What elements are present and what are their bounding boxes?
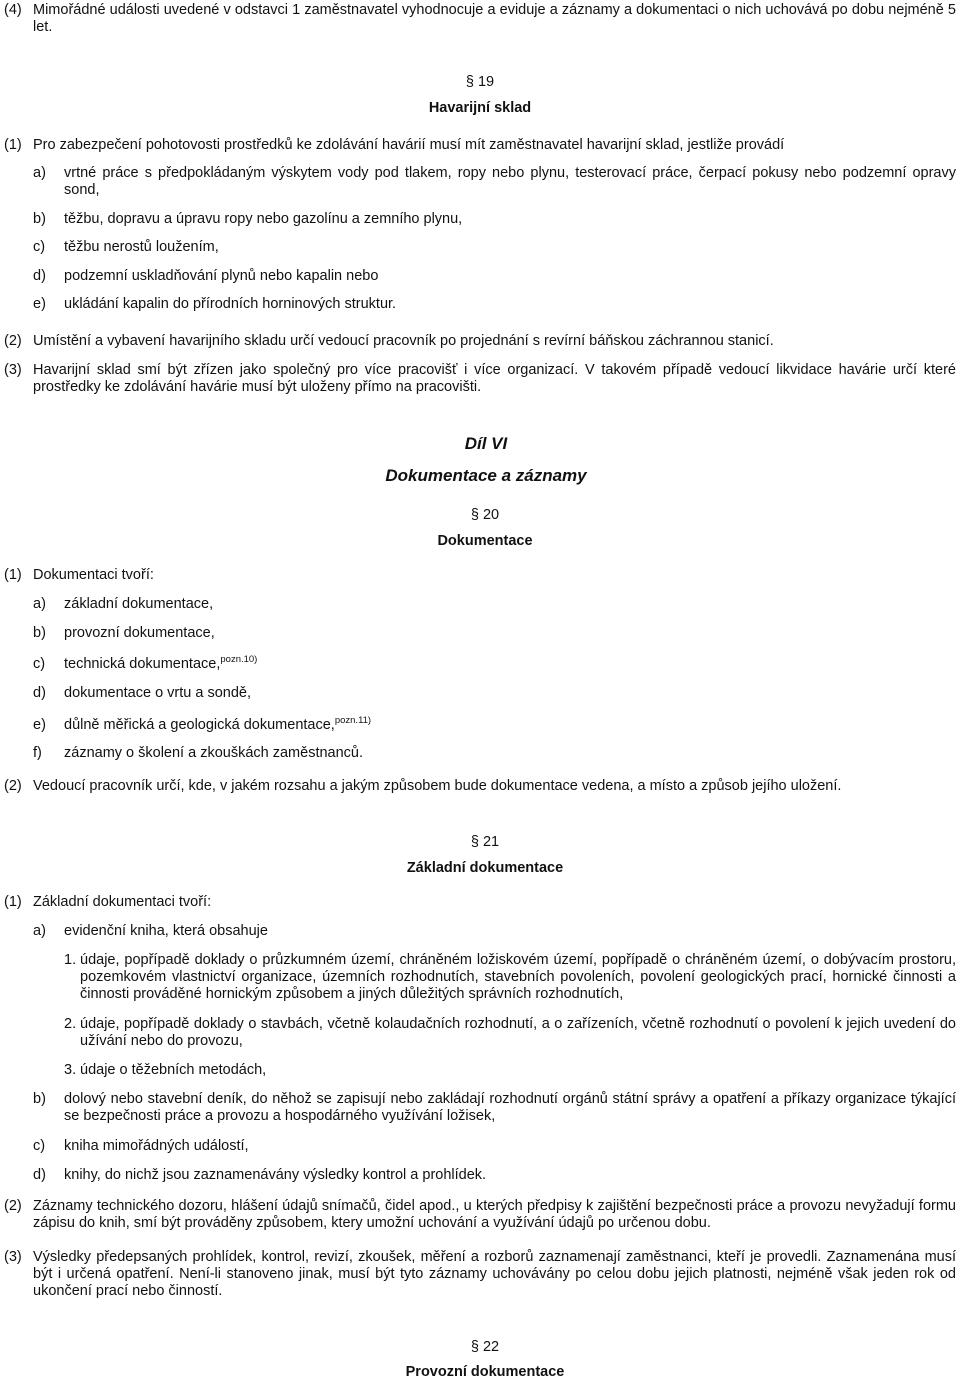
item-label: a) [33, 165, 46, 181]
item-text: dolový nebo stavební deník, do něhož se zapisují nebo zakládají rozhodnutí orgánů státní správy a opatření a příkazy organizace týkající se bezpečnosti práce a provozu a hospodárného využívání ložisek, [64, 1091, 956, 1124]
paragraph-text: Záznamy technického dozoru, hlášení údajů snímačů, čidel apod., u kterých předpisy k zajištění bezpečnosti práce a provozu nevyžadují formu zápisu do knih, smí být prováděny způsobem, ktery umožní uchování a využívání údajů po určenou dobu. [33, 1198, 956, 1231]
footnote-reference: pozn.10) [220, 654, 258, 665]
item-text: dokumentace o vrtu a sondě, [64, 685, 252, 701]
paragraph-4 [4, 2, 956, 36]
s20-item-a [33, 596, 956, 613]
item-text-body: důlně měřická a geologická dokumentace, [64, 717, 335, 733]
s21-paragraph-1 [4, 894, 956, 911]
s21-subitem-3 [64, 1062, 956, 1079]
item-text-body: technická dokumentace, [64, 656, 221, 672]
item-text: kniha mimořádných událostí, [64, 1138, 249, 1154]
item-label: c) [33, 656, 46, 672]
part-title: Díl VI [464, 434, 508, 453]
item-text: podzemní uskladňování plynů nebo kapalin nebo [64, 268, 379, 284]
paragraph-number: (1) [4, 137, 22, 153]
paragraph-text: Dokumentaci tvoří: [33, 567, 154, 583]
paragraph-number: (3) [4, 1249, 22, 1265]
s19-item-c [33, 239, 956, 256]
item-text: záznamy o školení a zkouškách zaměstnanců. [64, 745, 364, 761]
s19-item-b [33, 211, 956, 228]
paragraph-text: Mimořádné události uvedené v odstavci 1 zaměstnavatel vyhodnocuje a eviduje a záznamy a dokumentaci o nich uchovává po dobu nejméně 5 let. [33, 2, 956, 35]
paragraph-number: (1) [4, 894, 22, 910]
item-label: f) [33, 745, 42, 761]
paragraph-text: Umístění a vybavení havarijního skladu určí vedoucí pracovník po projednání s revírní báňskou záchrannou stanicí. [33, 333, 774, 349]
item-label: b) [33, 211, 46, 227]
s21-item-d [33, 1167, 956, 1184]
s20-paragraph-2 [4, 778, 956, 795]
s20-paragraph-1 [4, 567, 956, 584]
s20-item-d [33, 685, 956, 702]
item-text: základní dokumentace, [64, 596, 214, 612]
item-text [64, 717, 956, 734]
s21-item-b [33, 1091, 956, 1125]
item-label: e) [33, 717, 46, 733]
part-subtitle: Dokumentace a záznamy [385, 466, 587, 485]
paragraph-number: (4) [4, 2, 22, 18]
s21-subitem-1 [64, 952, 956, 1003]
item-text: těžbu nerostů loužením, [64, 239, 219, 255]
paragraph-text: Základní dokumentaci tvoří: [33, 894, 212, 910]
s19-item-d [33, 268, 956, 285]
paragraph-text: Vedoucí pracovník určí, kde, v jakém rozsahu a jakým způsobem bude dokumentace vedena, a místo a způsob jejího uložení. [33, 778, 842, 794]
item-label: b) [33, 625, 46, 641]
s21-paragraph-3 [4, 1249, 956, 1300]
item-label: e) [33, 296, 46, 312]
paragraph-number: (3) [4, 362, 22, 378]
item-label: a) [33, 923, 46, 939]
paragraph-number: (2) [4, 333, 22, 349]
paragraph-text: Havarijní sklad smí být zřízen jako společný pro více pracovišť i více organizací. V takovém případě vedoucí likvidace havárie určí které prostředky ke zdolávání havárie musí být uloženy přímo na pracovišti. [33, 362, 956, 395]
item-label: d) [33, 268, 46, 284]
section-19-title: Havarijní sklad [428, 100, 532, 116]
item-label: d) [33, 685, 46, 701]
section-20-number: § 20 [470, 507, 500, 523]
subitem-text: údaje, popřípadě doklady o průzkumném území, chráněném ložiskovém území, popřípadě o chráněném území, o dobývacím prostoru, pozemkovém vlastnictví organizace, územních rozhodnutích, stavebních povoleních, povolení geologických prací, hornické činnosti a činnosti prováděné hornickým způsobem a jiných důležitých správních rozhodnutích, [80, 952, 956, 1002]
paragraph-number: (2) [4, 778, 22, 794]
s19-item-e [33, 296, 956, 313]
paragraph-text: Pro zabezpečení pohotovosti prostředků ke zdolávání havárií musí mít zaměstnavatel havarijní sklad, jestliže provádí [33, 137, 785, 153]
item-label: c) [33, 1138, 46, 1154]
item-label: c) [33, 239, 46, 255]
s19-paragraph-2 [4, 333, 956, 350]
footnote-reference: pozn.11) [334, 715, 372, 726]
section-21-number: § 21 [470, 834, 500, 850]
paragraph-number: (1) [4, 567, 22, 583]
s21-item-c [33, 1138, 956, 1155]
section-22-number: § 22 [470, 1339, 500, 1355]
item-text: provozní dokumentace, [64, 625, 215, 641]
subitem-label: 3. [64, 1062, 77, 1078]
item-text: těžbu, dopravu a úpravu ropy nebo gazolínu a zemního plynu, [64, 211, 463, 227]
s19-paragraph-1 [4, 137, 956, 154]
s20-item-e [33, 717, 956, 734]
s19-item-a [33, 165, 956, 199]
section-22-title: Provozní dokumentace [405, 1364, 565, 1380]
s20-item-f [33, 745, 956, 762]
subitem-text: údaje, popřípadě doklady o stavbách, včetně kolaudačních rozhodnutí, a o zařízeních, včetně rozhodnutí o povolení k jejich uvedení do užívání nebo do provozu, [80, 1016, 956, 1049]
item-text: ukládání kapalin do přírodních horninových struktur. [64, 296, 397, 312]
item-label: a) [33, 596, 46, 612]
s21-item-a [33, 923, 956, 940]
subitem-text: údaje o těžebních metodách, [80, 1062, 267, 1078]
s20-item-b [33, 625, 956, 642]
s20-item-c [33, 656, 956, 673]
item-label: b) [33, 1091, 46, 1107]
paragraph-number: (2) [4, 1198, 22, 1214]
subitem-label: 2. [64, 1016, 77, 1032]
s21-paragraph-2 [4, 1198, 956, 1232]
section-19-number: § 19 [465, 74, 495, 90]
item-text: evidenční kniha, která obsahuje [64, 923, 268, 939]
s19-paragraph-3 [4, 362, 956, 396]
s21-subitem-2 [64, 1016, 956, 1050]
section-21-title: Základní dokumentace [406, 860, 564, 876]
item-label: d) [33, 1167, 46, 1183]
section-20-title: Dokumentace [437, 533, 533, 549]
item-text [64, 656, 956, 673]
item-text: knihy, do nichž jsou zaznamenávány výsledky kontrol a prohlídek. [64, 1167, 487, 1183]
subitem-label: 1. [64, 952, 77, 968]
item-text: vrtné práce s předpokládaným výskytem vody pod tlakem, ropy nebo plynu, testerovací práce, čerpací pokusy nebo podzemní opravy sond, [64, 165, 956, 198]
paragraph-text: Výsledky předepsaných prohlídek, kontrol, revizí, zkoušek, měření a rozborů zaznamenají zaměstnanci, kteří je provedli. Zaznamenána musí být i určená opatření. Není-li stanoveno jinak, musí být tyto záznamy uchovávány po celou dobu jejich platnosti, nejméně však jeden rok od ukončení prací nebo činností. [33, 1249, 956, 1299]
